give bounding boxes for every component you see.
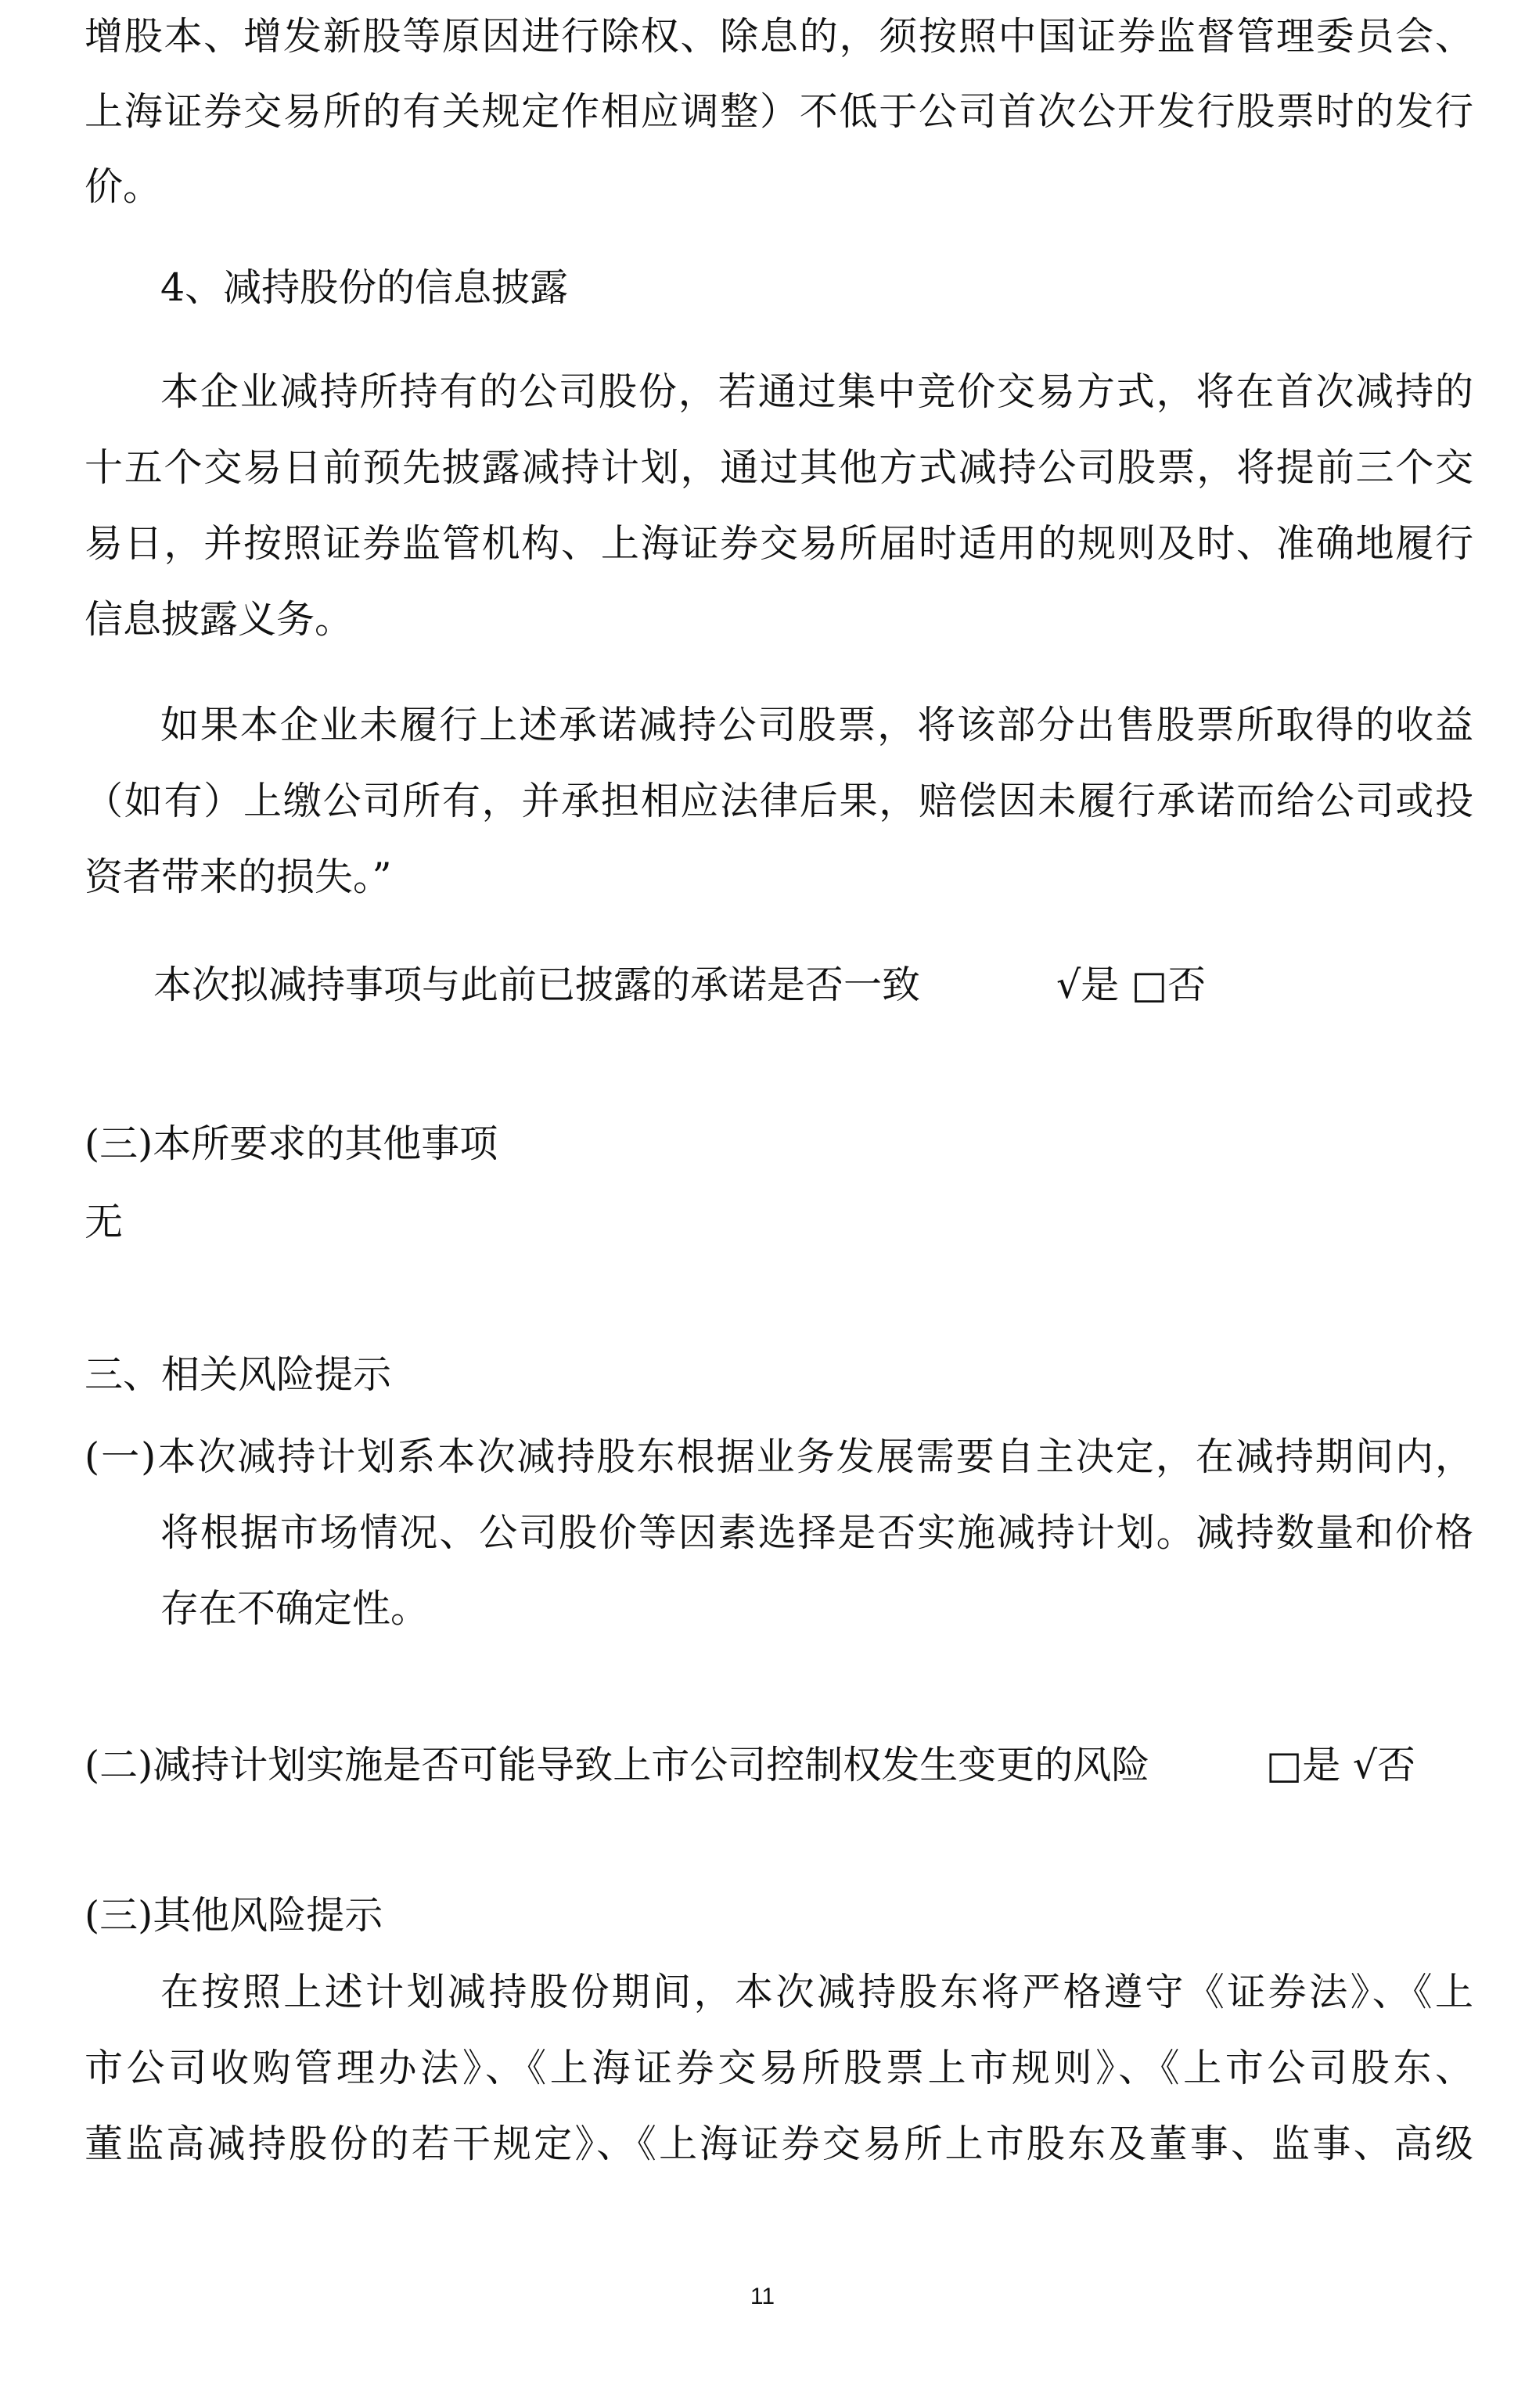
consistency-question: 本次拟减持事项与此前已披露的承诺是否一致 (153, 963, 921, 1007)
section-heading: (三)本所要求的其他事项 (85, 1121, 498, 1166)
paragraph-line: 价。 (85, 164, 162, 209)
risk-item-line: (一)本次减持计划系本次减持股东根据业务发展需要自主决定，在减持期间内， (85, 1434, 1473, 1479)
control-risk-answer: □是 √否 (1266, 1743, 1416, 1787)
section-body: 无 (85, 1200, 124, 1244)
risk-item-line: 存在不确定性。 (160, 1586, 430, 1631)
paragraph-line: 如果本企业未履行上述承诺减持公司股票，将该部分出售股票所取得的收益 (160, 703, 1473, 747)
paragraph-line: 上海证券交易所的有关规定作相应调整）不低于公司首次公开发行股票时的发行 (85, 89, 1473, 134)
paragraph-line: 易日，并按照证券监管机构、上海证券交易所届时适用的规则及时、准确地履行 (85, 521, 1473, 566)
risk-item-line: 将根据市场情况、公司股价等因素选择是否实施减持计划。减持数量和价格 (160, 1510, 1473, 1555)
paragraph-line: 增股本、增发新股等原因进行除权、除息的，须按照中国证券监督管理委员会、 (85, 14, 1473, 59)
paragraph-line: 十五个交易日前预先披露减持计划，通过其他方式减持公司股票，将提前三个交 (85, 445, 1473, 490)
paragraph-line: 本企业减持所持有的公司股份，若通过集中竞价交易方式，将在首次减持的 (160, 369, 1473, 414)
page-number: 11 (750, 2284, 775, 2309)
section-heading: 三、相关风险提示 (85, 1352, 392, 1397)
paragraph-line: （如有）上缴公司所有，并承担相应法律后果，赔偿因未履行承诺而给公司或投 (85, 779, 1473, 823)
paragraph-line: 市公司收购管理办法》、《上海证券交易所股票上市规则》、《上市公司股东、 (85, 2046, 1473, 2090)
paragraph-line: 在按照上述计划减持股份期间，本次减持股东将严格遵守《证券法》、《上 (160, 1970, 1473, 2014)
paragraph-line: 信息披露义务。 (85, 597, 354, 642)
consistency-answer: √是 □否 (1056, 963, 1207, 1007)
section-heading: (三)其他风险提示 (85, 1893, 383, 1938)
paragraph-line: 董监高减持股份的若干规定》、《上海证券交易所上市股东及董事、监事、高级 (85, 2122, 1473, 2166)
control-risk-question: (二)减持计划实施是否可能导致上市公司控制权发生变更的风险 (85, 1743, 1150, 1787)
subsection-heading: 4、减持股份的信息披露 (160, 265, 569, 310)
paragraph-line: 资者带来的损失。” (85, 855, 392, 899)
